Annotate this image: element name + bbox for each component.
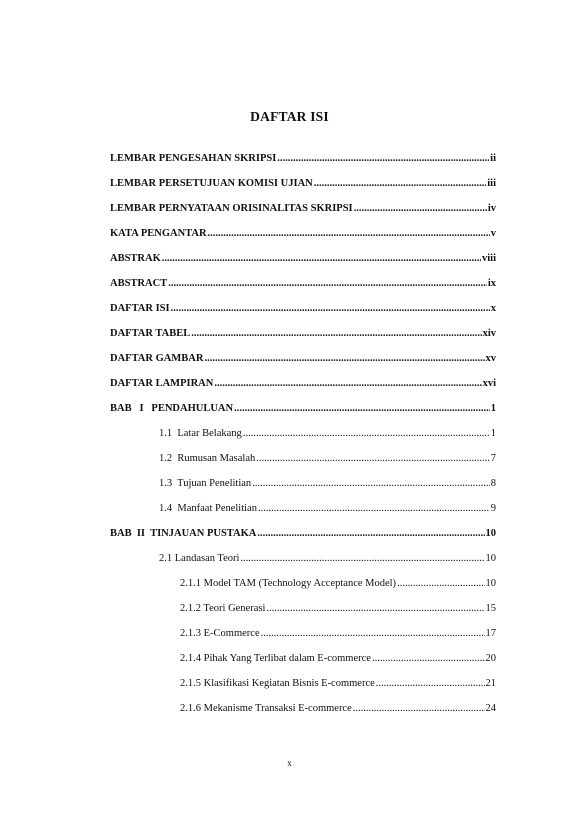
dot-leader <box>277 152 489 166</box>
toc-entry-1-3[interactable] <box>159 477 496 491</box>
dot-leader <box>234 402 490 416</box>
toc-entry-page: xiv <box>482 328 496 339</box>
toc-entry-label: 2.1 Landasan Teori <box>159 553 240 564</box>
toc-entry-kata-pengantar[interactable] <box>110 227 496 241</box>
dot-leader <box>191 327 481 341</box>
dot-leader <box>353 702 485 716</box>
toc-entry-2-1-2[interactable] <box>180 602 496 616</box>
toc-entry-lembar-pernyataan[interactable] <box>110 202 496 216</box>
toc-entry-page: viii <box>481 253 496 264</box>
toc-entry-page: 10 <box>485 553 496 564</box>
toc-entry-abstrak[interactable] <box>110 252 496 266</box>
toc-entry-label: KATA PENGANTAR <box>110 228 207 239</box>
toc-entry-label: BAB II TINJAUAN PUSTAKA <box>110 528 257 539</box>
dot-leader <box>376 677 485 691</box>
toc-entry-page: 9 <box>490 503 496 514</box>
page-number: x <box>287 758 292 768</box>
toc-entry-page: v <box>490 228 496 239</box>
toc-entry-page: 21 <box>485 678 496 689</box>
toc-entry-page: 10 <box>485 578 496 589</box>
dot-leader <box>171 302 490 316</box>
toc-entry-label: 1.1 Latar Belakang <box>159 428 242 439</box>
dot-leader <box>240 552 484 566</box>
toc-entry-page: 7 <box>490 453 496 464</box>
toc-entry-daftar-tabel[interactable] <box>110 327 496 341</box>
toc-entry-label: BAB I PENDAHULUAN <box>110 403 234 414</box>
toc-entry-page: 8 <box>490 478 496 489</box>
dot-leader <box>372 652 485 666</box>
toc-entry-label: 2.1.5 Klasifikasi Kegiatan Bisnis E-commerce <box>180 678 375 689</box>
dot-leader <box>256 452 490 466</box>
toc-entry-page: xvi <box>482 378 496 389</box>
toc-entry-lembar-persetujuan[interactable] <box>110 177 496 191</box>
toc-entry-page: 1 <box>490 428 496 439</box>
toc-entry-label: ABSTRAK <box>110 253 161 264</box>
toc-entry-1-1[interactable] <box>159 427 496 441</box>
dot-leader <box>258 502 490 516</box>
dot-leader <box>257 527 484 541</box>
toc-entry-daftar-lampiran[interactable] <box>110 377 496 391</box>
toc-entry-label: DAFTAR LAMPIRAN <box>110 378 214 389</box>
dot-leader <box>354 202 487 216</box>
toc-entry-page: iv <box>487 203 496 214</box>
toc-entry-abstract[interactable] <box>110 277 496 291</box>
toc-entry-daftar-isi[interactable] <box>110 302 496 316</box>
toc-entry-2-1-1[interactable] <box>180 577 496 591</box>
toc-entry-page: xv <box>485 353 496 364</box>
toc-entry-label: DAFTAR ISI <box>110 303 170 314</box>
toc-entry-page: iii <box>487 178 496 189</box>
toc-entry-label: 2.1.3 E-Commerce <box>180 628 260 639</box>
toc-entry-page: 17 <box>485 628 496 639</box>
toc-entry-label: ABSTRACT <box>110 278 168 289</box>
dot-leader <box>261 627 485 641</box>
dot-leader <box>397 577 484 591</box>
dot-leader <box>208 227 490 241</box>
toc-entry-page: 15 <box>485 603 496 614</box>
dot-leader <box>214 377 481 391</box>
toc-entry-page: 10 <box>485 528 496 539</box>
toc-entry-bab-2[interactable] <box>110 527 496 541</box>
toc-entry-1-4[interactable] <box>159 502 496 516</box>
toc-entry-2-1-6[interactable] <box>180 702 496 716</box>
toc-entry-label: DAFTAR TABEL <box>110 328 191 339</box>
toc-entry-page: 1 <box>490 403 496 414</box>
toc-entry-bab-1[interactable] <box>110 402 496 416</box>
toc-entry-label: 2.1.4 Pihak Yang Terlibat dalam E-commerce <box>180 653 371 664</box>
toc-entry-label: 2.1.6 Mekanisme Transaksi E-commerce <box>180 703 352 714</box>
toc-entry-label: 2.1.1 Model TAM (Technology Acceptance Model) <box>180 578 397 589</box>
toc-entry-label: 2.1.2 Teori Generasi <box>180 603 266 614</box>
toc-entry-2-1-3[interactable] <box>180 627 496 641</box>
dot-leader <box>314 177 487 191</box>
dot-leader <box>162 252 481 266</box>
toc-entry-label: DAFTAR GAMBAR <box>110 353 204 364</box>
dot-leader <box>266 602 484 616</box>
toc-entry-page: 20 <box>485 653 496 664</box>
toc-entry-label: LEMBAR PERSETUJUAN KOMISI UJIAN <box>110 178 313 189</box>
toc-entry-label: 1.3 Tujuan Penelitian <box>159 478 252 489</box>
toc-entry-page: ii <box>490 153 496 164</box>
dot-leader <box>168 277 487 291</box>
dot-leader <box>252 477 490 491</box>
page-title: DAFTAR ISI <box>250 109 329 124</box>
dot-leader <box>204 352 484 366</box>
toc-entry-label: LEMBAR PERNYATAAN ORISINALITAS SKRIPSI <box>110 203 353 214</box>
toc-entry-2-1-5[interactable] <box>180 677 496 691</box>
toc-entry-1-2[interactable] <box>159 452 496 466</box>
toc-entry-label: LEMBAR PENGESAHAN SKRIPSI <box>110 153 277 164</box>
toc-entry-2-1-4[interactable] <box>180 652 496 666</box>
toc-entry-label: 1.4 Manfaat Penelitian <box>159 503 257 514</box>
toc-entry-daftar-gambar[interactable] <box>110 352 496 366</box>
toc-entry-label: 1.2 Rumusan Masalah <box>159 453 256 464</box>
dot-leader <box>243 427 490 441</box>
toc-entry-page: 24 <box>485 703 496 714</box>
toc-entry-page: ix <box>487 278 496 289</box>
toc-entry-page: x <box>490 303 496 314</box>
toc-entry-2-1[interactable] <box>159 552 496 566</box>
toc-entry-lembar-pengesahan[interactable] <box>110 152 496 166</box>
